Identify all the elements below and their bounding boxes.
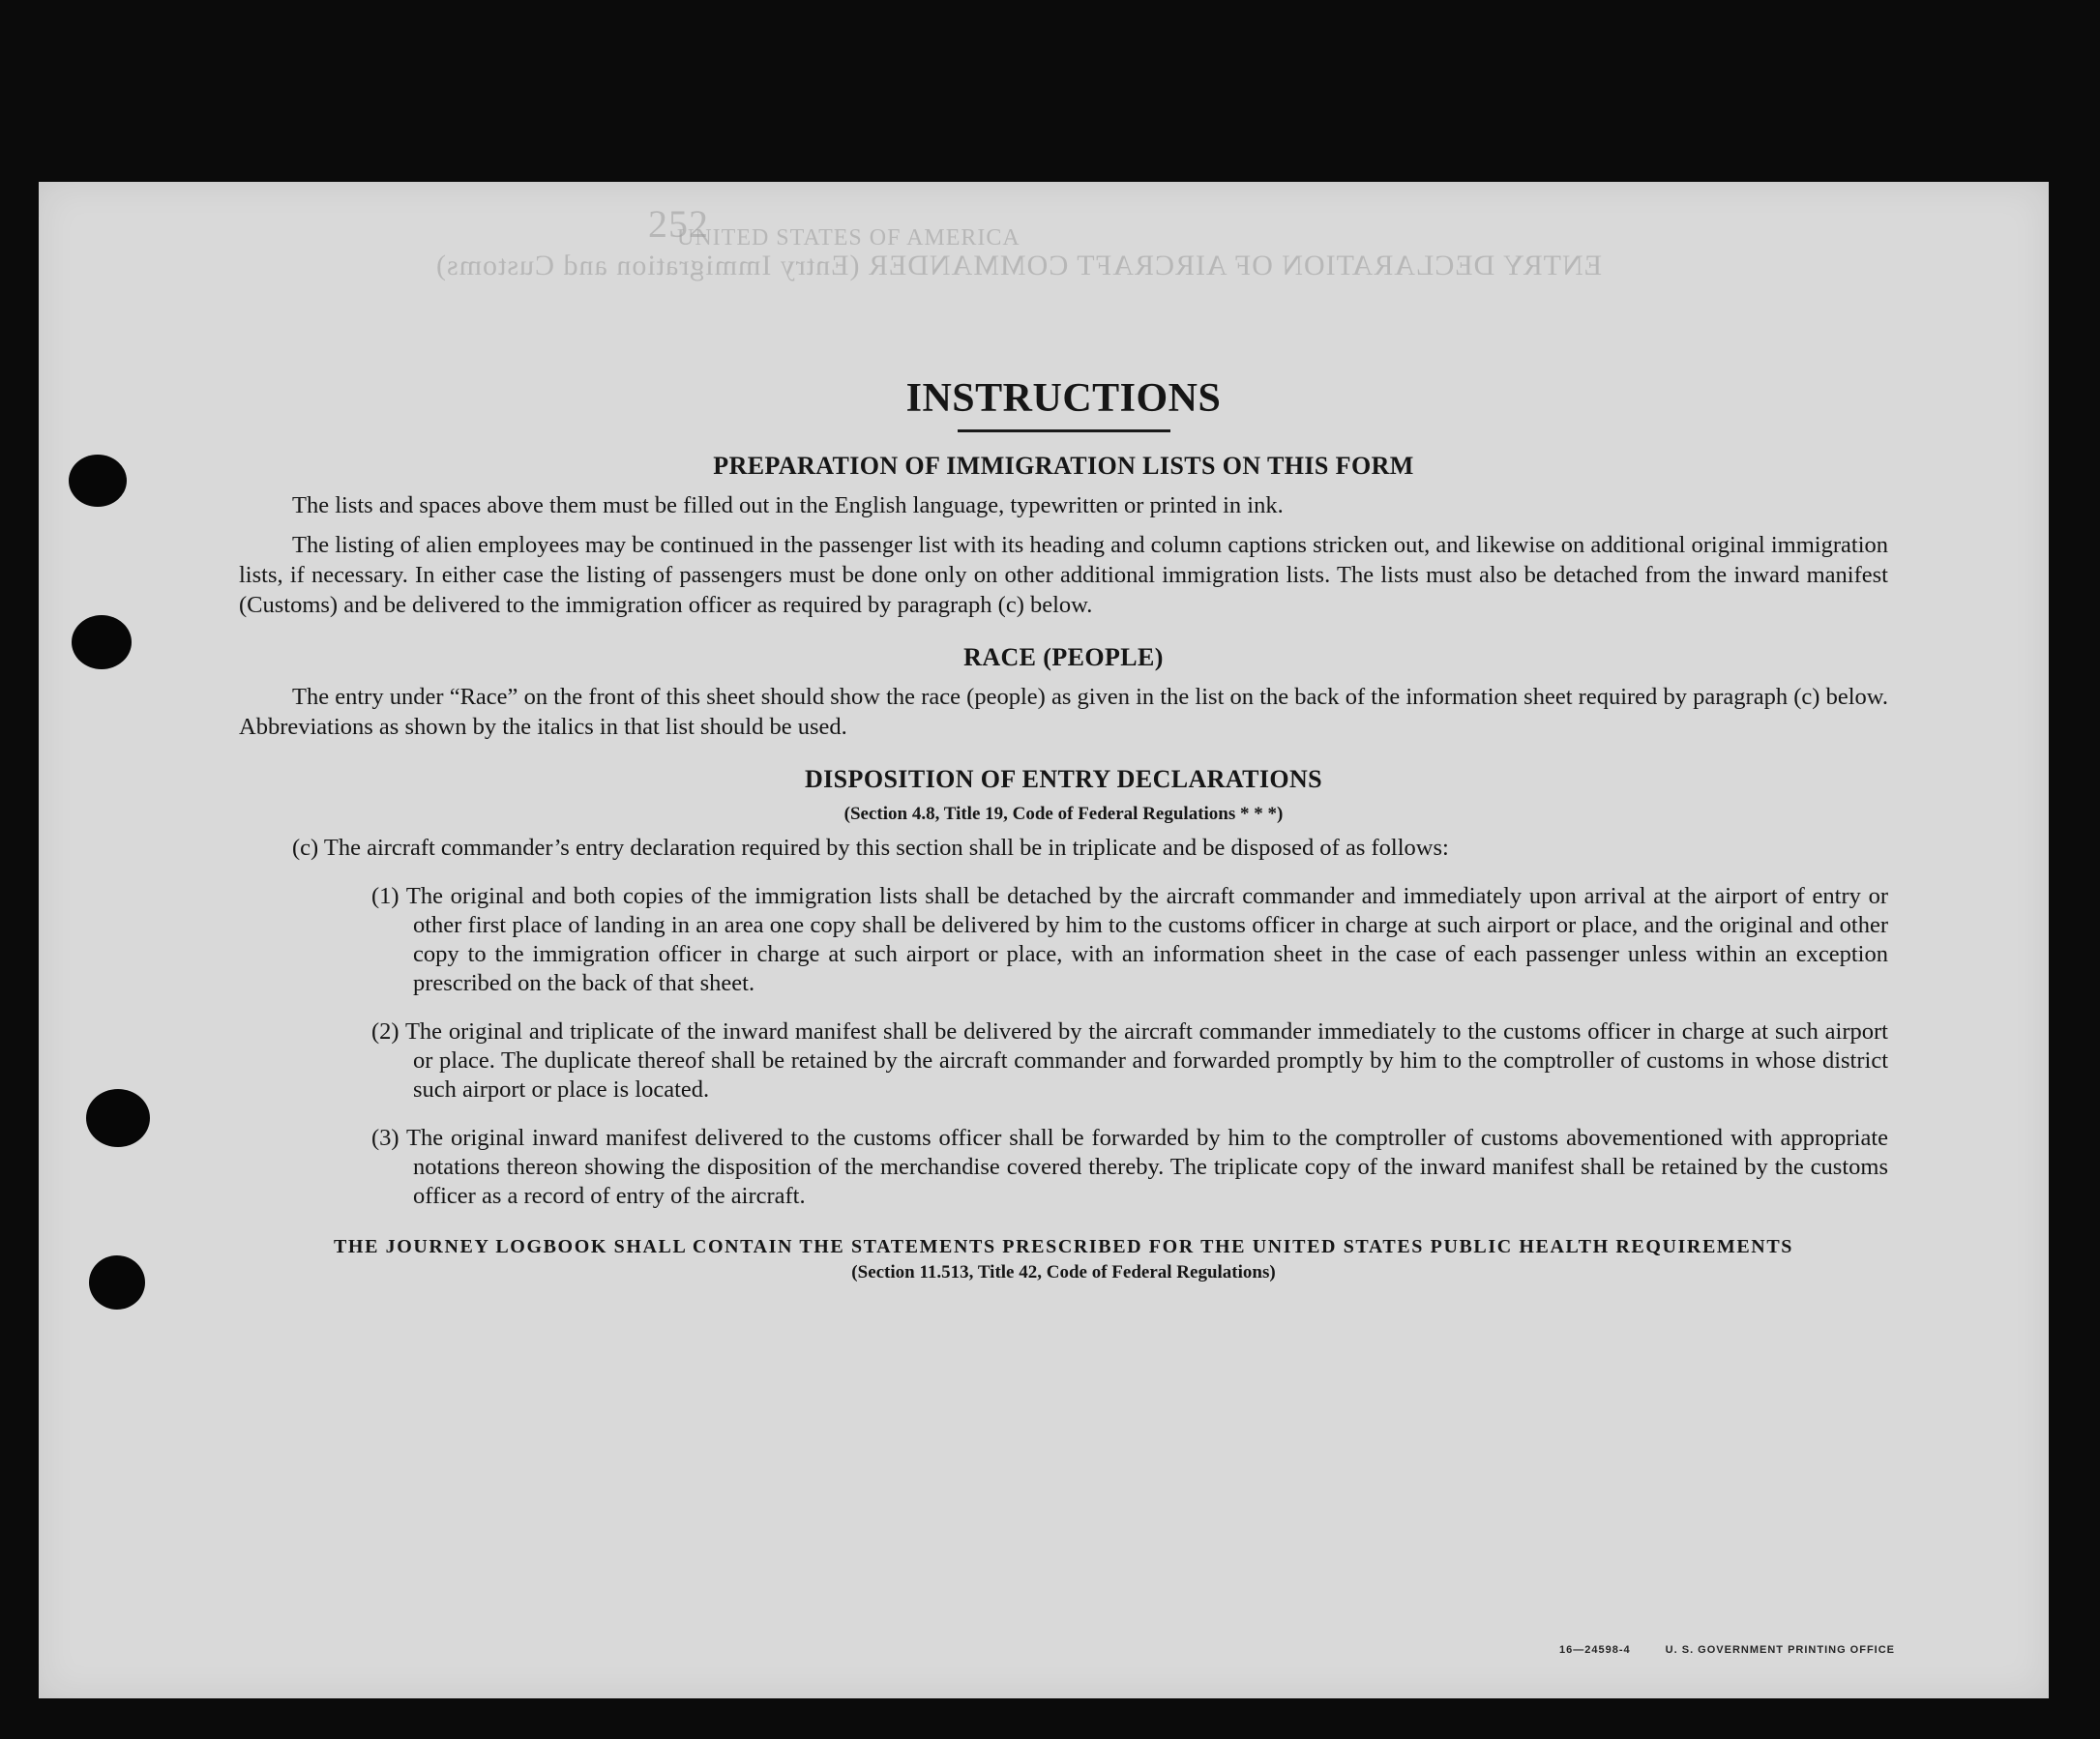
paragraph: The lists and spaces above them must be filled out in the English language, typewritten or printed in ink. [292,492,1284,518]
instructions-body [239,375,1888,1283]
punch-hole [86,1089,150,1147]
document-page [39,182,2049,1698]
section-heading-disposition: DISPOSITION OF ENTRY DECLARATIONS [804,765,1323,793]
footer-statement: THE JOURNEY LOGBOOK SHALL CONTAIN THE STATEMENTS PRESCRIBED FOR THE UNITED STATES PUBLIC HEALTH REQUIREMENTS [333,1236,1794,1257]
section-heading-race: RACE (PEOPLE) [963,643,1164,671]
bleed-through-line: ENTRY DECLARATION OF AIRCRAFT COMMANDER (Entry Immigration and Customs) [435,250,1603,281]
punch-hole [69,455,127,507]
paragraph: The listing of alien employees may be continued in the passenger list with its heading and column captions stricken out, and likewise on additional original immigration lists, if necessary. In either case the listing of passengers must be done only on other additional immigration lists. The lists must also be detached from the inward manifest (Customs) and be delivered to the immigration officer as required by paragraph (c) below. [239,532,1888,618]
page-title: INSTRUCTIONS [905,376,1222,421]
list-item: (2) The original and triplicate of the inward manifest shall be delivered by the aircraft commander immediately to the customs officer in charge at such airport or place. The duplicate thereof shall be retained by the aircraft commander and forwarded promptly by him to the comptroller of customs in whose district such airport or place is located. [371,1018,1888,1103]
title-underline [958,429,1170,432]
paragraph: (c) The aircraft commander’s entry declaration required by this section shall be in triplicate and be disposed of as follows: [292,835,1449,861]
printer-name: U. S. GOVERNMENT PRINTING OFFICE [1665,1644,1896,1656]
bleed-through-number: 252 [648,202,709,246]
list-item: (1) The original and both copies of the immigration lists shall be detached by the aircraft commander and immediately upon arrival at the airport of entry or other first place of landing in an area one copy shall be delivered by him to the customs officer in charge at such airport or place, and the original and other copy to the immigration officer in charge at such airport or place, with an information sheet in the case of each passenger unless within an exception prescribed on the back of that sheet. [371,883,1888,996]
paragraph: The entry under “Race” on the front of this sheet should show the race (people) as given in the list on the back of the information sheet required by paragraph (c) below. Abbreviations as shown by the italics in that list should be used. [239,684,1888,740]
section-citation: (Section 4.8, Title 19, Code of Federal Regulations * * *) [843,804,1284,824]
punch-hole [89,1255,145,1310]
list-item: (3) The original inward manifest delivered to the customs officer shall be forwarded by him to the comptroller of customs abovementioned with appropriate notations thereon showing the disposition of the merchandise covered thereby. The triplicate copy of the inward manifest shall be retained by the customs officer as a record of entry of the aircraft. [371,1125,1888,1209]
bleed-through-line: UNITED STATES OF AMERICA [677,225,1020,251]
punch-hole [72,615,132,669]
section-heading-preparation: PREPARATION OF IMMIGRATION LISTS ON THIS FORM [713,452,1414,480]
footer-citation: (Section 11.513, Title 42, Code of Federal Regulations) [851,1262,1276,1282]
printer-imprint [1559,1644,1926,1656]
form-number: 16—24598-4 [1559,1644,1631,1656]
